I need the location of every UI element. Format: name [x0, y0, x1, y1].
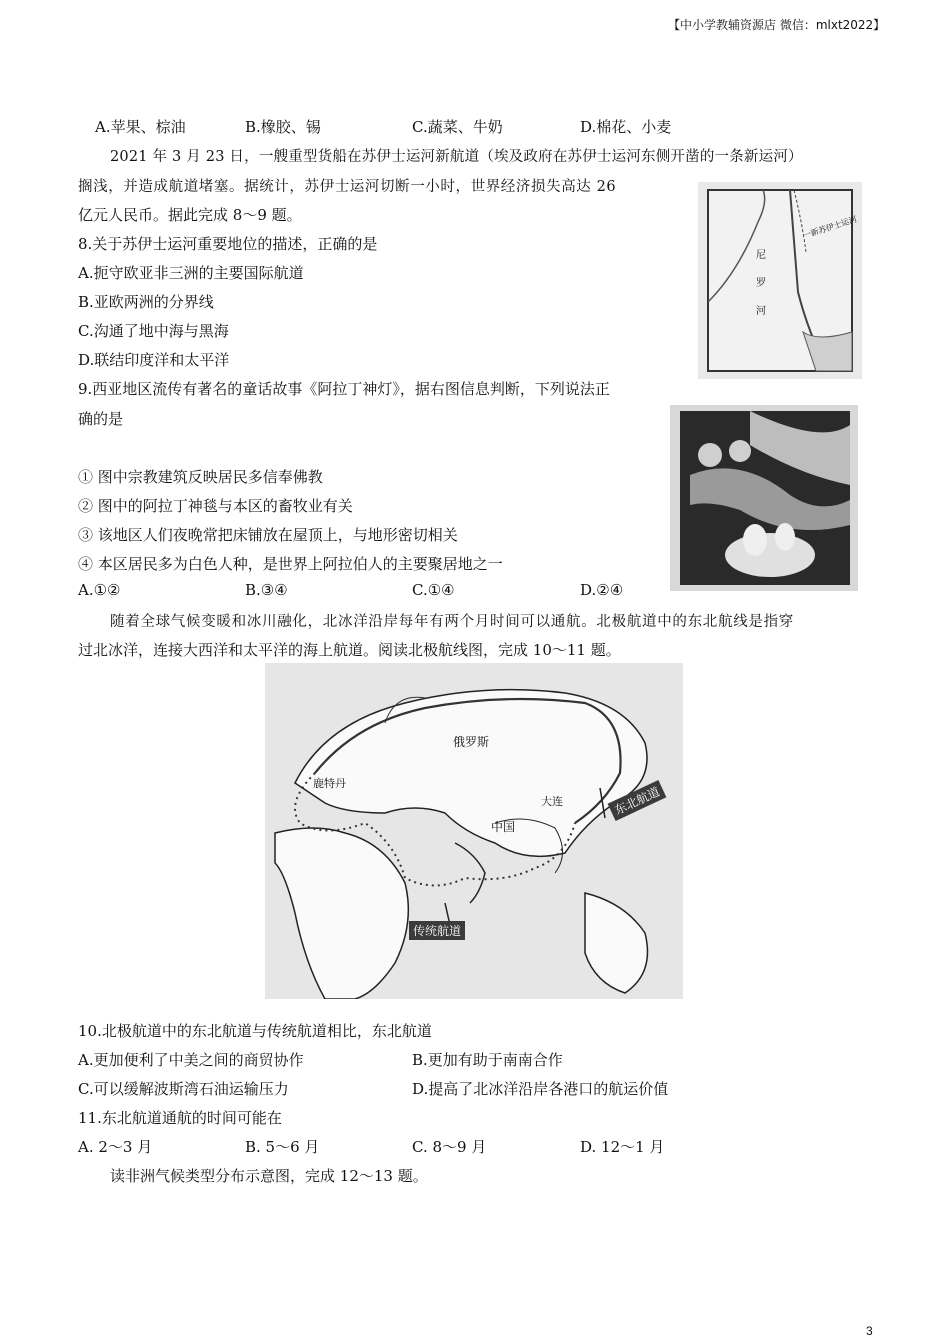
q8-option-d: D.联结印度洋和太平洋 — [78, 351, 230, 369]
q9-statement-1: ① 图中宗教建筑反映居民多信奉佛教 — [78, 468, 323, 486]
q11-option-c: C. 8～9 月 — [412, 1138, 487, 1156]
q8-option-a: A.扼守欧亚非三洲的主要国际航道 — [78, 264, 304, 282]
suez-label-nile: 尼罗河 — [756, 250, 766, 317]
arctic-label-china: 中国 — [491, 820, 516, 834]
q9-statement-3: ③ 该地区人们夜晚常把床铺放在屋顶上，与地形密切相关 — [78, 526, 458, 544]
q7-option-d: D.棉花、小麦 — [580, 118, 672, 136]
q10-stem: 10.北极航道中的东北航道与传统航道相比，东北航道 — [78, 1022, 432, 1040]
arctic-map-drawing — [265, 663, 683, 999]
q9-statement-4: ④ 本区居民多为白色人种，是世界上阿拉伯人的主要聚居地之一 — [78, 555, 503, 573]
arctic-tag-northeast-route: 东北航道 — [608, 780, 667, 821]
q9-statement-2: ② 图中的阿拉丁神毯与本区的畜牧业有关 — [78, 497, 353, 515]
q11-option-b: B. 5～6 月 — [245, 1138, 320, 1156]
arctic-label-russia: 俄罗斯 — [453, 735, 490, 749]
q11-stem: 11.东北航道通航的时间可能在 — [78, 1109, 282, 1127]
suez-canal-map — [698, 182, 862, 379]
q8-option-c: C.沟通了地中海与黑海 — [78, 322, 229, 340]
header-source: 【中小学教辅资源店 微信：mlxt2022】 — [668, 18, 886, 32]
q9-stem-line2: 确的是 — [78, 410, 124, 428]
suez-map-drawing — [698, 182, 862, 379]
arctic-label-rotterdam: 鹿特丹 — [313, 777, 346, 790]
q7-option-a: A.苹果、棕油 — [95, 118, 186, 136]
arctic-route-map — [265, 663, 683, 999]
q11-option-a: A. 2～3 月 — [78, 1138, 153, 1156]
aladdin-illustration — [670, 405, 858, 591]
q10-option-a: A.更加便利了中美之间的商贸协作 — [78, 1051, 304, 1069]
suez-intro-line1: 2021 年 3 月 23 日，一艘重型货船在苏伊士运河新航道（埃及政府在苏伊士运河东侧开凿的一条新运河） — [110, 149, 803, 165]
suez-intro-line3: 亿元人民币。据此完成 8～9 题。 — [78, 206, 302, 224]
suez-label-canal: 一新苏伊士运河 — [801, 214, 859, 241]
q10-option-c: C.可以缓解波斯湾石油运输压力 — [78, 1080, 289, 1098]
q8-stem: 8.关于苏伊士运河重要地位的描述，正确的是 — [78, 235, 378, 253]
suez-intro-line2: 搁浅，并造成航道堵塞。据统计，苏伊士运河切断一小时，世界经济损失高达 26 — [78, 179, 617, 195]
aladdin-drawing — [670, 405, 858, 591]
page-number: 3 — [866, 1324, 873, 1338]
q9-stem-line1: 9.西亚地区流传有著名的童话故事《阿拉丁神灯》，据右图信息判断，下列说法正 — [78, 380, 610, 398]
africa-intro: 读非洲气候类型分布示意图，完成 12～13 题。 — [110, 1167, 428, 1185]
q9-option-a: A.①② — [78, 581, 121, 599]
q9-option-c: C.①④ — [412, 581, 455, 599]
q7-option-c: C.蔬菜、牛奶 — [412, 118, 503, 136]
arctic-intro-line1: 随着全球气候变暖和冰川融化，北冰洋沿岸每年有两个月时间可以通航。北极航道中的东北航线是指穿 — [110, 614, 794, 630]
arctic-intro-line2: 过北冰洋，连接大西洋和太平洋的海上航道。阅读北极航线图，完成 10～11 题。 — [78, 641, 621, 659]
q9-option-d: D.②④ — [580, 581, 624, 599]
q7-option-b: B.橡胶、锡 — [245, 118, 321, 136]
q8-option-b: B.亚欧两洲的分界线 — [78, 293, 214, 311]
q9-option-b: B.③④ — [245, 581, 288, 599]
q11-option-d: D. 12～1 月 — [580, 1138, 665, 1156]
q10-option-d: D.提高了北冰洋沿岸各港口的航运价值 — [412, 1080, 669, 1098]
q10-option-b: B.更加有助于南南合作 — [412, 1051, 563, 1069]
arctic-tag-traditional-route: 传统航道 — [409, 921, 465, 940]
arctic-label-dalian: 大连 — [541, 795, 563, 808]
